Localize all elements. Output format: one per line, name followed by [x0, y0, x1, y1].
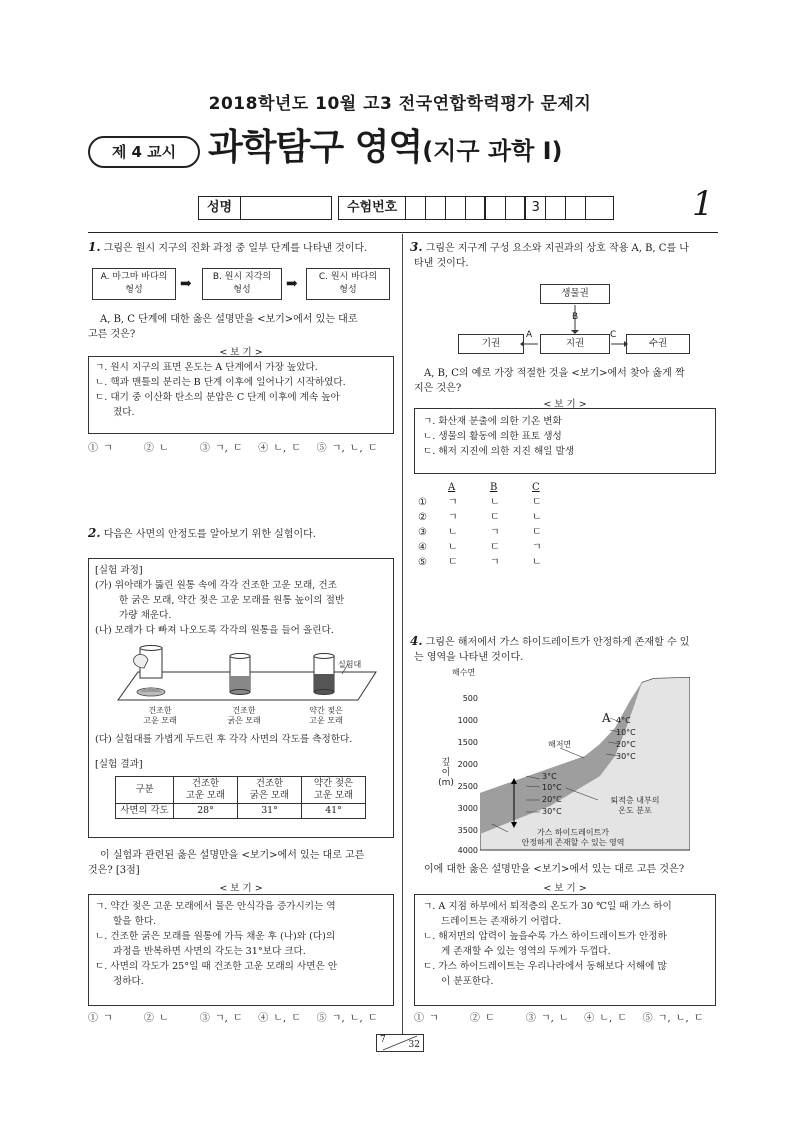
result-title: [실험 결과]	[95, 759, 143, 770]
question-number: 2.	[88, 526, 101, 540]
bogi-item: ㄱ. 약간 젖은 고운 모래에서 물은 안식각을 증가시키는 역	[95, 901, 336, 912]
prompt-line: 것은? [3점]	[88, 865, 140, 876]
bogi-item: 게 존재할 수 있는 영역의 두께가 두껍다.	[441, 946, 611, 957]
matrix-header: B	[490, 482, 498, 493]
sample-label	[296, 706, 356, 726]
y-axis-label	[438, 758, 454, 788]
table-header	[238, 777, 302, 804]
procedure-step: (다) 실험대를 가볍게 두드린 후 각각 사면의 각도를 측정한다.	[95, 734, 353, 745]
y-axis-label-part: (m)	[438, 778, 454, 788]
answer-num: ⑤	[418, 557, 427, 568]
exam-number-cell	[486, 197, 506, 219]
exam-number-cell	[466, 197, 486, 219]
answer-choices[interactable]: ① ㄱ ② ㄴ ③ ㄱ, ㄷ ④ ㄴ, ㄷ ⑤ ㄱ, ㄴ, ㄷ	[88, 1013, 378, 1024]
sample-label	[214, 706, 274, 726]
bogi-item: ㄷ. 가스 하이드레이트는 우리나라에서 동해보다 서해에 많	[423, 961, 667, 972]
prompt-line: 고른 것은?	[88, 329, 136, 340]
bogi-title: < 보 기 >	[543, 399, 587, 410]
temp-label: 20°C	[616, 740, 636, 749]
bogi-item: 졌다.	[113, 407, 135, 418]
bogi-item: 할을 한다.	[113, 916, 157, 927]
bogi-title: < 보 기 >	[543, 883, 587, 894]
answer-cell: ㄴ	[532, 512, 542, 523]
sand-experiment-illustration	[108, 644, 378, 706]
flow-box-c	[306, 268, 390, 300]
answer-cell: ㄷ	[490, 512, 500, 523]
question-stem: 는 영역을 나타낸 것이다.	[414, 652, 524, 663]
answer-row[interactable]	[418, 510, 578, 525]
bogi-item: ㄴ. 해저면의 압력이 높을수록 가스 하이드레이트가 안정하	[423, 931, 667, 942]
matrix-header: C	[532, 482, 540, 493]
table-header	[174, 777, 238, 804]
bogi-item: 정하다.	[113, 976, 144, 987]
flow-box-a	[92, 268, 176, 300]
bogi-title: < 보 기 >	[219, 347, 263, 358]
answer-row[interactable]	[418, 555, 578, 570]
geosphere-box: 지권	[540, 334, 610, 354]
sea-level-label: 해수면	[452, 668, 476, 677]
atmosphere-box: 기권	[458, 334, 524, 354]
table-corner: 구분	[116, 777, 174, 804]
procedure-step: (나) 모래가 다 빠져 나오도록 각각의 원통을 들어 올린다.	[95, 625, 334, 636]
exam-number-cell	[586, 197, 606, 219]
exam-number-cell-digit: 3	[526, 197, 546, 219]
prompt-line: 이 실험과 관련된 옳은 설명만을 <보기>에서 있는 대로 고른	[100, 850, 365, 861]
temp-labels-b	[542, 772, 562, 817]
question-number: 4.	[410, 634, 423, 648]
hydrosphere-box: 수권	[626, 334, 690, 354]
temp-label: 30°C	[542, 807, 562, 816]
table-header-line: 약간 젖은	[313, 778, 354, 789]
temp-label: 10°C	[542, 783, 562, 792]
answer-cell: ㄱ	[490, 557, 500, 568]
sediment-label-line: 퇴적층 내부의	[610, 796, 660, 805]
answer-row[interactable]	[418, 540, 578, 555]
question-number: 1.	[88, 240, 101, 254]
procedure-step: (가) 위아래가 뚫린 원통 속에 각각 건조한 고운 모래, 건조	[95, 580, 337, 591]
biosphere-box: 생물권	[540, 284, 610, 304]
bogi-box	[414, 894, 716, 1006]
y-tick: 1500	[457, 738, 478, 747]
page-counter	[376, 1034, 424, 1052]
flow-box-text: B. 원시 지각의	[212, 272, 272, 282]
arrow-label-a: A	[526, 330, 533, 340]
answer-cell: ㄷ	[532, 527, 542, 538]
prompt-line: 지은 것은?	[414, 383, 462, 394]
flow-box-text: 형성	[339, 285, 357, 295]
arrow-label-b: B	[572, 312, 579, 322]
exam-number-label: 수험번호	[339, 197, 406, 219]
answer-row[interactable]	[418, 525, 578, 540]
question-prompt	[88, 312, 394, 342]
question-stem: 다음은 사면의 안정도를 알아보기 위한 실험이다.	[103, 529, 316, 540]
flow-box-text: 형성	[125, 285, 143, 295]
answer-cell: ㄷ	[532, 497, 542, 508]
table-header-line: 굵은 모래	[249, 790, 290, 801]
name-label: 성명	[199, 197, 241, 219]
temp-label: 3°C	[542, 772, 557, 781]
question-stem: 그림은 해저에서 가스 하이드레이트가 안정하게 존재할 수 있	[425, 637, 690, 648]
header-rule	[88, 232, 718, 233]
prompt-line: 이에 대한 옳은 설명만을 <보기>에서 있는 대로 고른 것은?	[424, 864, 685, 875]
table-header	[302, 777, 366, 804]
page-total: 32	[408, 1040, 420, 1050]
interaction-arrows	[456, 300, 696, 350]
temp-labels-a	[616, 716, 636, 762]
bogi-item: 드레이트는 존재하기 어렵다.	[441, 916, 562, 927]
sediment-label-line: 온도 분포	[618, 806, 652, 815]
question-1	[88, 240, 394, 256]
answer-cell: ㄱ	[448, 512, 458, 523]
zone-label-line: 가스 하이드레이트가	[536, 828, 610, 837]
table-cell: 41°	[302, 804, 366, 819]
bogi-item: ㄷ. 사면의 각도가 25°일 때 건조한 고운 모래의 사면은 안	[95, 961, 338, 972]
zone-label-line: 안정하게 존재할 수 있는 영역	[521, 838, 625, 847]
y-tick: 500	[462, 694, 478, 703]
temp-label: 20°C	[542, 795, 562, 804]
sample-label	[132, 706, 188, 726]
subject-sub: (지구 과학 Ⅰ)	[422, 137, 563, 165]
result-table	[115, 776, 366, 819]
page-current: 7	[380, 1035, 386, 1045]
y-axis-label-part: 이	[441, 768, 451, 778]
prompt-line: A, B, C 단계에 대한 옳은 설명만을 <보기>에서 있는 대로	[100, 314, 358, 325]
arrow-label-c: C	[610, 330, 617, 340]
question-prompt	[88, 848, 394, 878]
table-row-label: 사면의 각도	[116, 804, 174, 819]
y-tick: 4000	[457, 846, 478, 855]
temp-label: 4°C	[616, 716, 631, 725]
prompt-line: A, B, C의 예로 가장 적절한 것을 <보기>에서 찾아 옳게 짝	[424, 368, 685, 379]
bogi-item: ㄴ. 핵과 맨틀의 분리는 B 단계 이후에 일어나기 시작하였다.	[95, 377, 346, 388]
answer-cell: ㄱ	[490, 527, 500, 538]
exam-number-cell	[546, 197, 566, 219]
bogi-item: ㄱ. 원시 지구의 표면 온도는 A 단계에서 가장 높았다.	[95, 362, 318, 373]
flow-box-b	[202, 268, 282, 300]
exam-number-cell	[566, 197, 586, 219]
page-number: 1	[692, 184, 714, 224]
answer-cell: ㄴ	[490, 497, 500, 508]
question-prompt	[410, 862, 720, 877]
flow-box-text: A. 마그마 바다의	[100, 272, 168, 282]
bogi-box	[88, 894, 394, 1006]
procedure-step: 가량 채운다.	[119, 610, 172, 621]
point-a-label: A	[602, 711, 611, 725]
subject-main: 과학탐구 영역	[208, 127, 423, 168]
exam-number-cell	[426, 197, 446, 219]
answer-cell: ㄴ	[448, 542, 458, 553]
arrow-right-icon: ➡	[286, 276, 298, 292]
matrix-header: A	[448, 482, 456, 493]
seafloor-label: 해저면	[548, 740, 572, 749]
column-divider	[402, 234, 403, 1034]
flow-box-text: 형성	[233, 285, 251, 295]
exam-number-cell	[406, 197, 426, 219]
bogi-item: ㄷ. 대기 중 이산화 탄소의 분압은 C 단계 이후에 계속 높아	[95, 392, 340, 403]
experiment-box-lower	[88, 730, 394, 838]
bogi-box	[88, 356, 394, 434]
table-header-line: 고운 모래	[185, 790, 226, 801]
sample-label-line: 굵은 모래	[227, 716, 261, 725]
bogi-item: ㄱ. A 지점 하부에서 퇴적층의 온도가 30 ℃일 때 가스 하이	[423, 901, 672, 912]
sample-label-line: 약간 젖은	[309, 706, 343, 715]
sediment-temp-label	[600, 796, 670, 816]
answer-choices[interactable]: ① ㄱ ② ㄴ ③ ㄱ, ㄷ ④ ㄴ, ㄷ ⑤ ㄱ, ㄴ, ㄷ	[88, 443, 378, 454]
answer-cell: ㄴ	[448, 527, 458, 538]
subject-title	[208, 126, 563, 173]
procedure-step: 한 굵은 모래, 약간 젖은 고운 모래를 원통 높이의 절반	[119, 595, 345, 606]
answer-num: ③	[418, 527, 427, 538]
answer-cell: ㄱ	[532, 542, 542, 553]
table-cell: 28°	[174, 804, 238, 819]
sample-label-line: 건조한	[148, 706, 172, 715]
bogi-item: ㄱ. 화산재 분출에 의한 기온 변화	[423, 416, 562, 427]
y-tick: 1000	[457, 716, 478, 725]
y-tick: 2500	[457, 782, 478, 791]
gas-hydrate-graph	[480, 676, 690, 852]
answer-cell: ㄱ	[448, 497, 458, 508]
stand-label: 실험대	[338, 660, 362, 669]
bogi-item: ㄴ. 생물의 활동에 의한 표토 생성	[423, 431, 562, 442]
question-stem: 타낸 것이다.	[414, 258, 469, 269]
bogi-item: 이 분포한다.	[441, 976, 494, 987]
answer-cell: ㄷ	[448, 557, 458, 568]
table-header-line: 건조한	[191, 778, 220, 789]
exam-number-cell	[446, 197, 466, 219]
question-number: 3.	[410, 240, 423, 254]
name-blank	[241, 197, 331, 219]
bogi-item: ㄷ. 해저 지진에 의한 지진 해일 발생	[423, 446, 575, 457]
exam-title: 2018학년도 10월 고3 전국연합학력평가 문제지	[208, 94, 592, 114]
sample-label-line: 고운 모래	[143, 716, 177, 725]
answer-num: ①	[418, 497, 427, 508]
y-tick: 3000	[457, 804, 478, 813]
flow-box-text: C. 원시 바다의	[318, 272, 378, 282]
answer-cell: ㄴ	[532, 557, 542, 568]
question-stem: 그림은 원시 지구의 진화 과정 중 일부 단계를 나타낸 것이다.	[103, 243, 368, 254]
name-field	[198, 196, 332, 220]
sample-label-line: 건조한	[232, 706, 256, 715]
session-badge: 제 4 교시	[88, 136, 200, 168]
bogi-title: < 보 기 >	[219, 883, 263, 894]
answer-choices[interactable]: ① ㄱ ② ㄷ ③ ㄱ, ㄴ ④ ㄴ, ㄷ ⑤ ㄱ, ㄴ, ㄷ	[414, 1013, 704, 1024]
question-prompt	[410, 366, 720, 396]
procedure-title: [실험 과정]	[95, 565, 143, 576]
table-header-line: 건조한	[255, 778, 284, 789]
temp-label: 30°C	[616, 752, 636, 761]
y-axis-label-part: 깊	[441, 758, 451, 768]
y-tick: 2000	[457, 760, 478, 769]
bogi-item: ㄴ. 건조한 굵은 모래를 원통에 가득 채운 후 (나)와 (다)의	[95, 931, 336, 942]
question-4	[410, 634, 720, 665]
answer-matrix	[418, 480, 578, 570]
exam-number-cell	[506, 197, 526, 219]
bogi-item: 과정을 반복하면 사면의 각도는 31°보다 크다.	[113, 946, 306, 957]
answer-row[interactable]	[418, 495, 578, 510]
answer-num: ④	[418, 542, 427, 553]
y-tick: 3500	[457, 826, 478, 835]
bogi-box	[414, 408, 716, 474]
sample-label-line: 고운 모래	[309, 716, 343, 725]
question-2	[88, 526, 394, 542]
question-3	[410, 240, 720, 271]
temp-label: 10°C	[616, 728, 636, 737]
arrow-right-icon: ➡	[180, 276, 192, 292]
table-cell: 31°	[238, 804, 302, 819]
exam-number-field	[338, 196, 614, 220]
answer-cell: ㄷ	[490, 542, 500, 553]
question-stem: 그림은 지구계 구성 요소와 지권과의 상호 작용 A, B, C를 나	[425, 243, 689, 254]
stable-zone-label	[508, 828, 638, 848]
answer-num: ②	[418, 512, 427, 523]
table-header-line: 고운 모래	[313, 790, 354, 801]
